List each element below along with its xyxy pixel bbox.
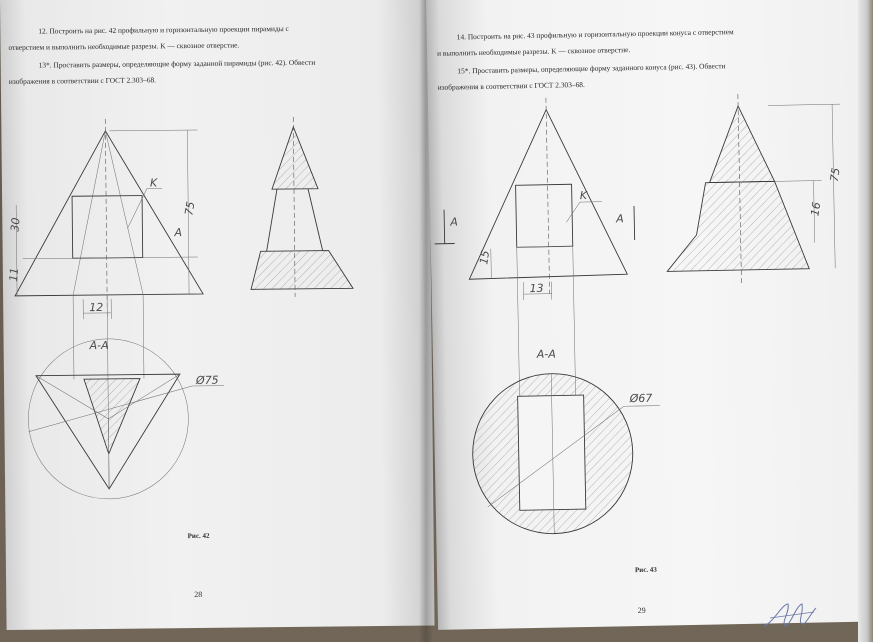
diameter-label-67: Ø67: [629, 391, 653, 406]
page-number-29: 29: [637, 605, 646, 616]
diameter-label-75: Ø75: [195, 373, 219, 387]
right-page: [426, 0, 873, 630]
book-page-edge: [858, 0, 873, 642]
view-arrow-a: A: [174, 226, 183, 240]
pyramid-front-view: [13, 118, 203, 320]
height-dimension-75: 75: [827, 166, 843, 183]
pyramid-top-section: [28, 338, 226, 500]
task-15-line-1: 15*. Проставить размеры, определяющие форму заданного конуса (рис. 43). Обвести: [457, 61, 726, 76]
hole-label-k: K: [579, 188, 588, 203]
dimension-12: 12: [89, 300, 104, 315]
page-number-28: 28: [194, 589, 203, 599]
task-12-line-2: отверстием и выполнить необходимые разрезы. K — сквозное отверстие.: [8, 40, 240, 52]
pyramid-side-view: [249, 116, 353, 297]
task-12-line-1: 12. Построить на рис. 42 профильную и горизонтальную проекции пирамиды с: [38, 23, 289, 36]
dimension-13: 13: [529, 281, 544, 296]
dimension-30: 30: [8, 217, 23, 233]
cone-side-view: [664, 92, 844, 285]
section-label-a-a: A-A: [89, 338, 109, 353]
view-arrow-a-left: A: [450, 215, 458, 229]
section-label-a-a: A-A: [536, 347, 556, 361]
handwritten-signature: [760, 598, 818, 632]
left-page: [0, 0, 435, 630]
dimension-11: 11: [6, 267, 22, 283]
figure-43-cone-drawing: [426, 0, 873, 630]
task-13-line-2: изображения в соответствии с ГОСТ 2.303–68.: [8, 75, 157, 86]
dimension-16: 16: [808, 201, 824, 217]
figure-42-caption: Рис. 42: [187, 531, 210, 541]
cone-front-view: [466, 96, 628, 295]
hole-label-k: K: [149, 176, 158, 190]
task-15-line-2: изображения в соответствии с ГОСТ 2.303–68.: [437, 79, 585, 92]
view-arrow-right: [634, 206, 635, 240]
dimension-15: 15: [477, 249, 493, 266]
task-14-line-2: и выполнить необходимые разрезы. K — сквозное отверстие.: [436, 45, 631, 58]
figure-42-pyramid-drawing: [0, 0, 435, 630]
view-arrow-a-right: A: [616, 212, 624, 226]
task-13-line-1: 13*. Проставить размеры, определяющие форму заданной пирамиды (рис. 42). Обвести: [38, 57, 316, 70]
task-14-line-1: 14. Построить на рис. 43 профильную и горизонтальную проекции конуса с отверстием: [456, 27, 734, 42]
height-dimension-75: 75: [182, 200, 198, 217]
figure-43-caption: Рис. 43: [634, 565, 657, 575]
